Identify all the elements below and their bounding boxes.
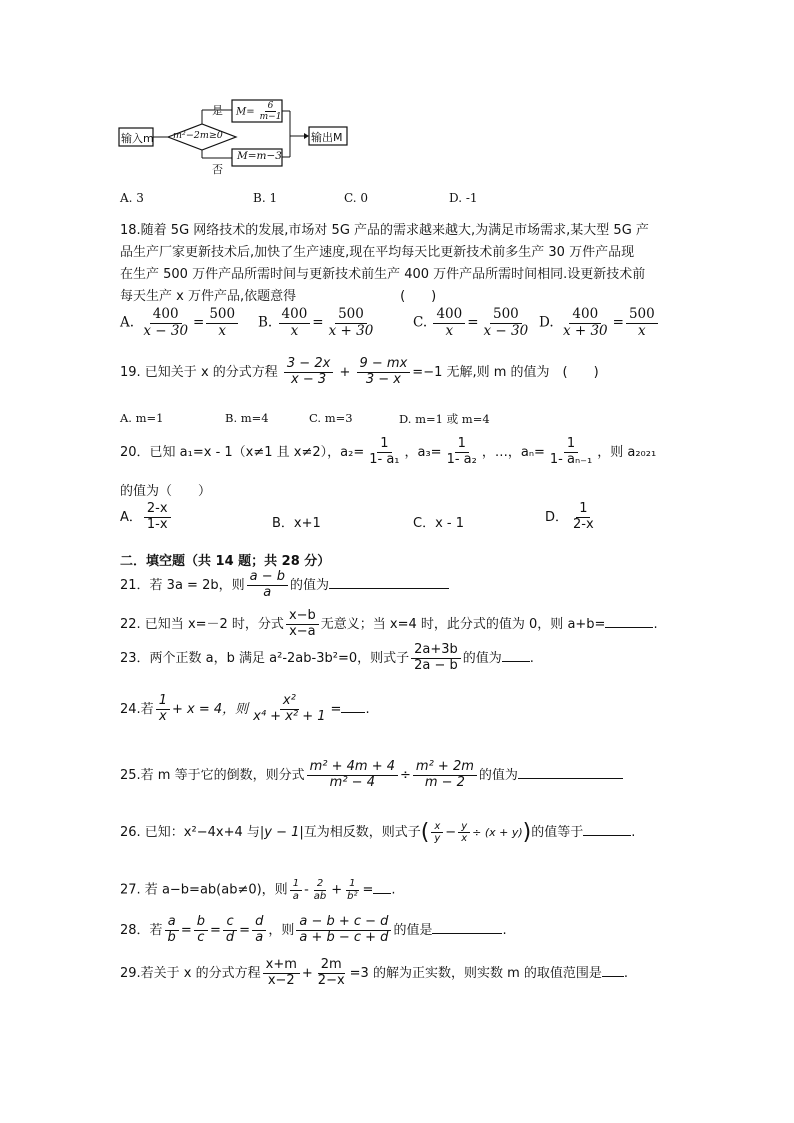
q18-line-1: 18.随着 5G 网络技术的发展,市场对 5G 产品的需求越来越大,为满足市场需求,某大型 5G 产 [120, 223, 649, 238]
q21-answer-blank [329, 576, 449, 589]
q23: 23．两个正数 a，b 满足 a²-2ab-3b²=0，则式子 $\frac{2a+3b}{2a - b}$ 的值为 . [120, 642, 534, 673]
flowchart-no-label: 否 [212, 163, 223, 176]
yes-box-lhs: M= [236, 106, 255, 118]
q24-answer-blank [341, 700, 365, 713]
flowchart-yes-box [236, 101, 286, 123]
q28: 28．若 $\frac{a}{b}$ = $\frac{b}{c}$ = $\frac{c}{d}$ = $\frac{d}{a}$ ，则 $\frac{a - b + c - d}{a + b - c + d}$ 的值是 . [120, 914, 507, 945]
flowchart-yes-label: 是 [212, 104, 223, 117]
yes-box-den: m−1 [259, 112, 282, 123]
q28-answer-blank [432, 921, 502, 934]
flowchart-condition-label: m²−2m≥0 [173, 130, 223, 141]
q20-line-2: 的值为（ ） [120, 484, 212, 499]
q17-option-d: D. -1 [449, 191, 478, 205]
q25: 25.若 m 等于它的倒数，则分式 $\frac{\text{m² + 4m + 4}}{\text{m² − 4}}$ ÷ $\frac{\text{m² + 2m}}{m - 2}$ 的值为 [120, 760, 623, 791]
q19-option-a: A. m=1 [120, 411, 164, 425]
q18-option-b: B. $\frac{400}{x}$ = $\frac{500}{x + 30}$ [258, 306, 374, 339]
q20-option-a: A． $\frac{2-x}{1-x}$ [120, 502, 173, 533]
q19-option-d: D. m=1 或 m=4 [399, 412, 490, 426]
q19-option-b: B. m=4 [225, 411, 269, 425]
q20-option-c: C．x - 1 [413, 516, 464, 531]
q20-option-d: D． $\frac{1}{2-x}$ [545, 501, 594, 532]
q26-answer-blank [583, 823, 631, 836]
q22: 22. 已知当 x=－2 时，分式 $\frac{x-b}{x-a}$ 无意义；当 x=4 时，此分式的值为 0，则 a+b= . [120, 608, 658, 639]
q18-line-4: 每天生产 x 万件产品,依题意得 ( ) [120, 289, 437, 304]
yes-box-num: 6 [265, 101, 277, 112]
q18-option-a: A. $\frac{400}{x - 30}$ = $\frac{500}{x}$ [120, 307, 240, 339]
flowchart-input-label: 输入m [121, 132, 154, 145]
q29: 29.若关于 x 的分式方程 $\frac{x+m}{x-2}$ + $\frac{2m}{2-x}$ =3 的解为正实数，则实数 m 的取值范围是 . [120, 957, 629, 988]
q29-answer-blank [602, 964, 624, 977]
section-heading: 二．填空题（共 14 题；共 28 分） [120, 554, 331, 569]
q27: 27. 若 a−b=ab(ab≠0)，则 $\frac{1}{a}$ - $\frac{2}{ab}$ + $\frac{1}{\text{b²}}$ = . [120, 878, 396, 902]
q18-option-c: C. $\frac{400}{x}$ = $\frac{500}{x - 30}$ [413, 306, 529, 339]
q22-answer-blank [605, 615, 653, 628]
q27-answer-blank [373, 881, 391, 894]
q17-option-b: B. 1 [253, 191, 278, 205]
q20-option-b: B．x+1 [272, 516, 321, 531]
q18-line-2: 品生产厂家更新技术后,加快了生产速度,现在平均每天比更新技术前多生产 30 万件产品现 [120, 245, 635, 260]
q17-option-a: A. 3 [120, 191, 144, 205]
q18-option-d: D. $\frac{400}{x + 30}$ = $\frac{500}{x}$ [539, 307, 660, 339]
flowchart-output-label: 输出M [311, 131, 343, 144]
q20-stem: 20．已知 a₁=x - 1（x≠1 且 x≠2），a₂= $\frac{1}{\text{1- a₁}}$ ，a₃= $\frac{1}{\text{1- a₂}}$ ，…，aₙ= $\frac{1}{\text{1- aₙ₋₁}}$ ，则 a₂₀₂₁ [120, 436, 657, 467]
q23-answer-blank [502, 649, 530, 662]
q19-stem: 19. 已知关于 x 的分式方程 $\frac{3 - 2x}{x - 3}$ + $\frac{9 - mx}{3 - x}$ =−1 无解,则 m 的值为 ( ) [120, 356, 599, 387]
q21: 21．若 3a = 2b，则 $\frac{a - b}{a}$ 的值为 [120, 570, 449, 601]
flowchart-no-box: M=m−3 [237, 150, 282, 162]
q19-option-c: C. m=3 [309, 411, 353, 425]
q25-answer-blank [518, 766, 623, 779]
q24: 24.若 $\frac{1}{x}$ + x = 4，则 $\frac{\text{x²}}{\text{x⁴ + x² + 1}}$ = . [120, 693, 370, 724]
q18-line-3: 在生产 500 万件产品所需时间与更新技术前生产 400 万件产品所需时间相同.设更新技术前 [120, 267, 646, 282]
q17-option-c: C. 0 [344, 191, 369, 205]
q26: 26. 已知：x²−4x+4 与|y − 1|互为相反数，则式子( $\frac{x}{y}$ − $\frac{y}{x}$ ÷ (x + y))的值等于 . [120, 820, 636, 845]
